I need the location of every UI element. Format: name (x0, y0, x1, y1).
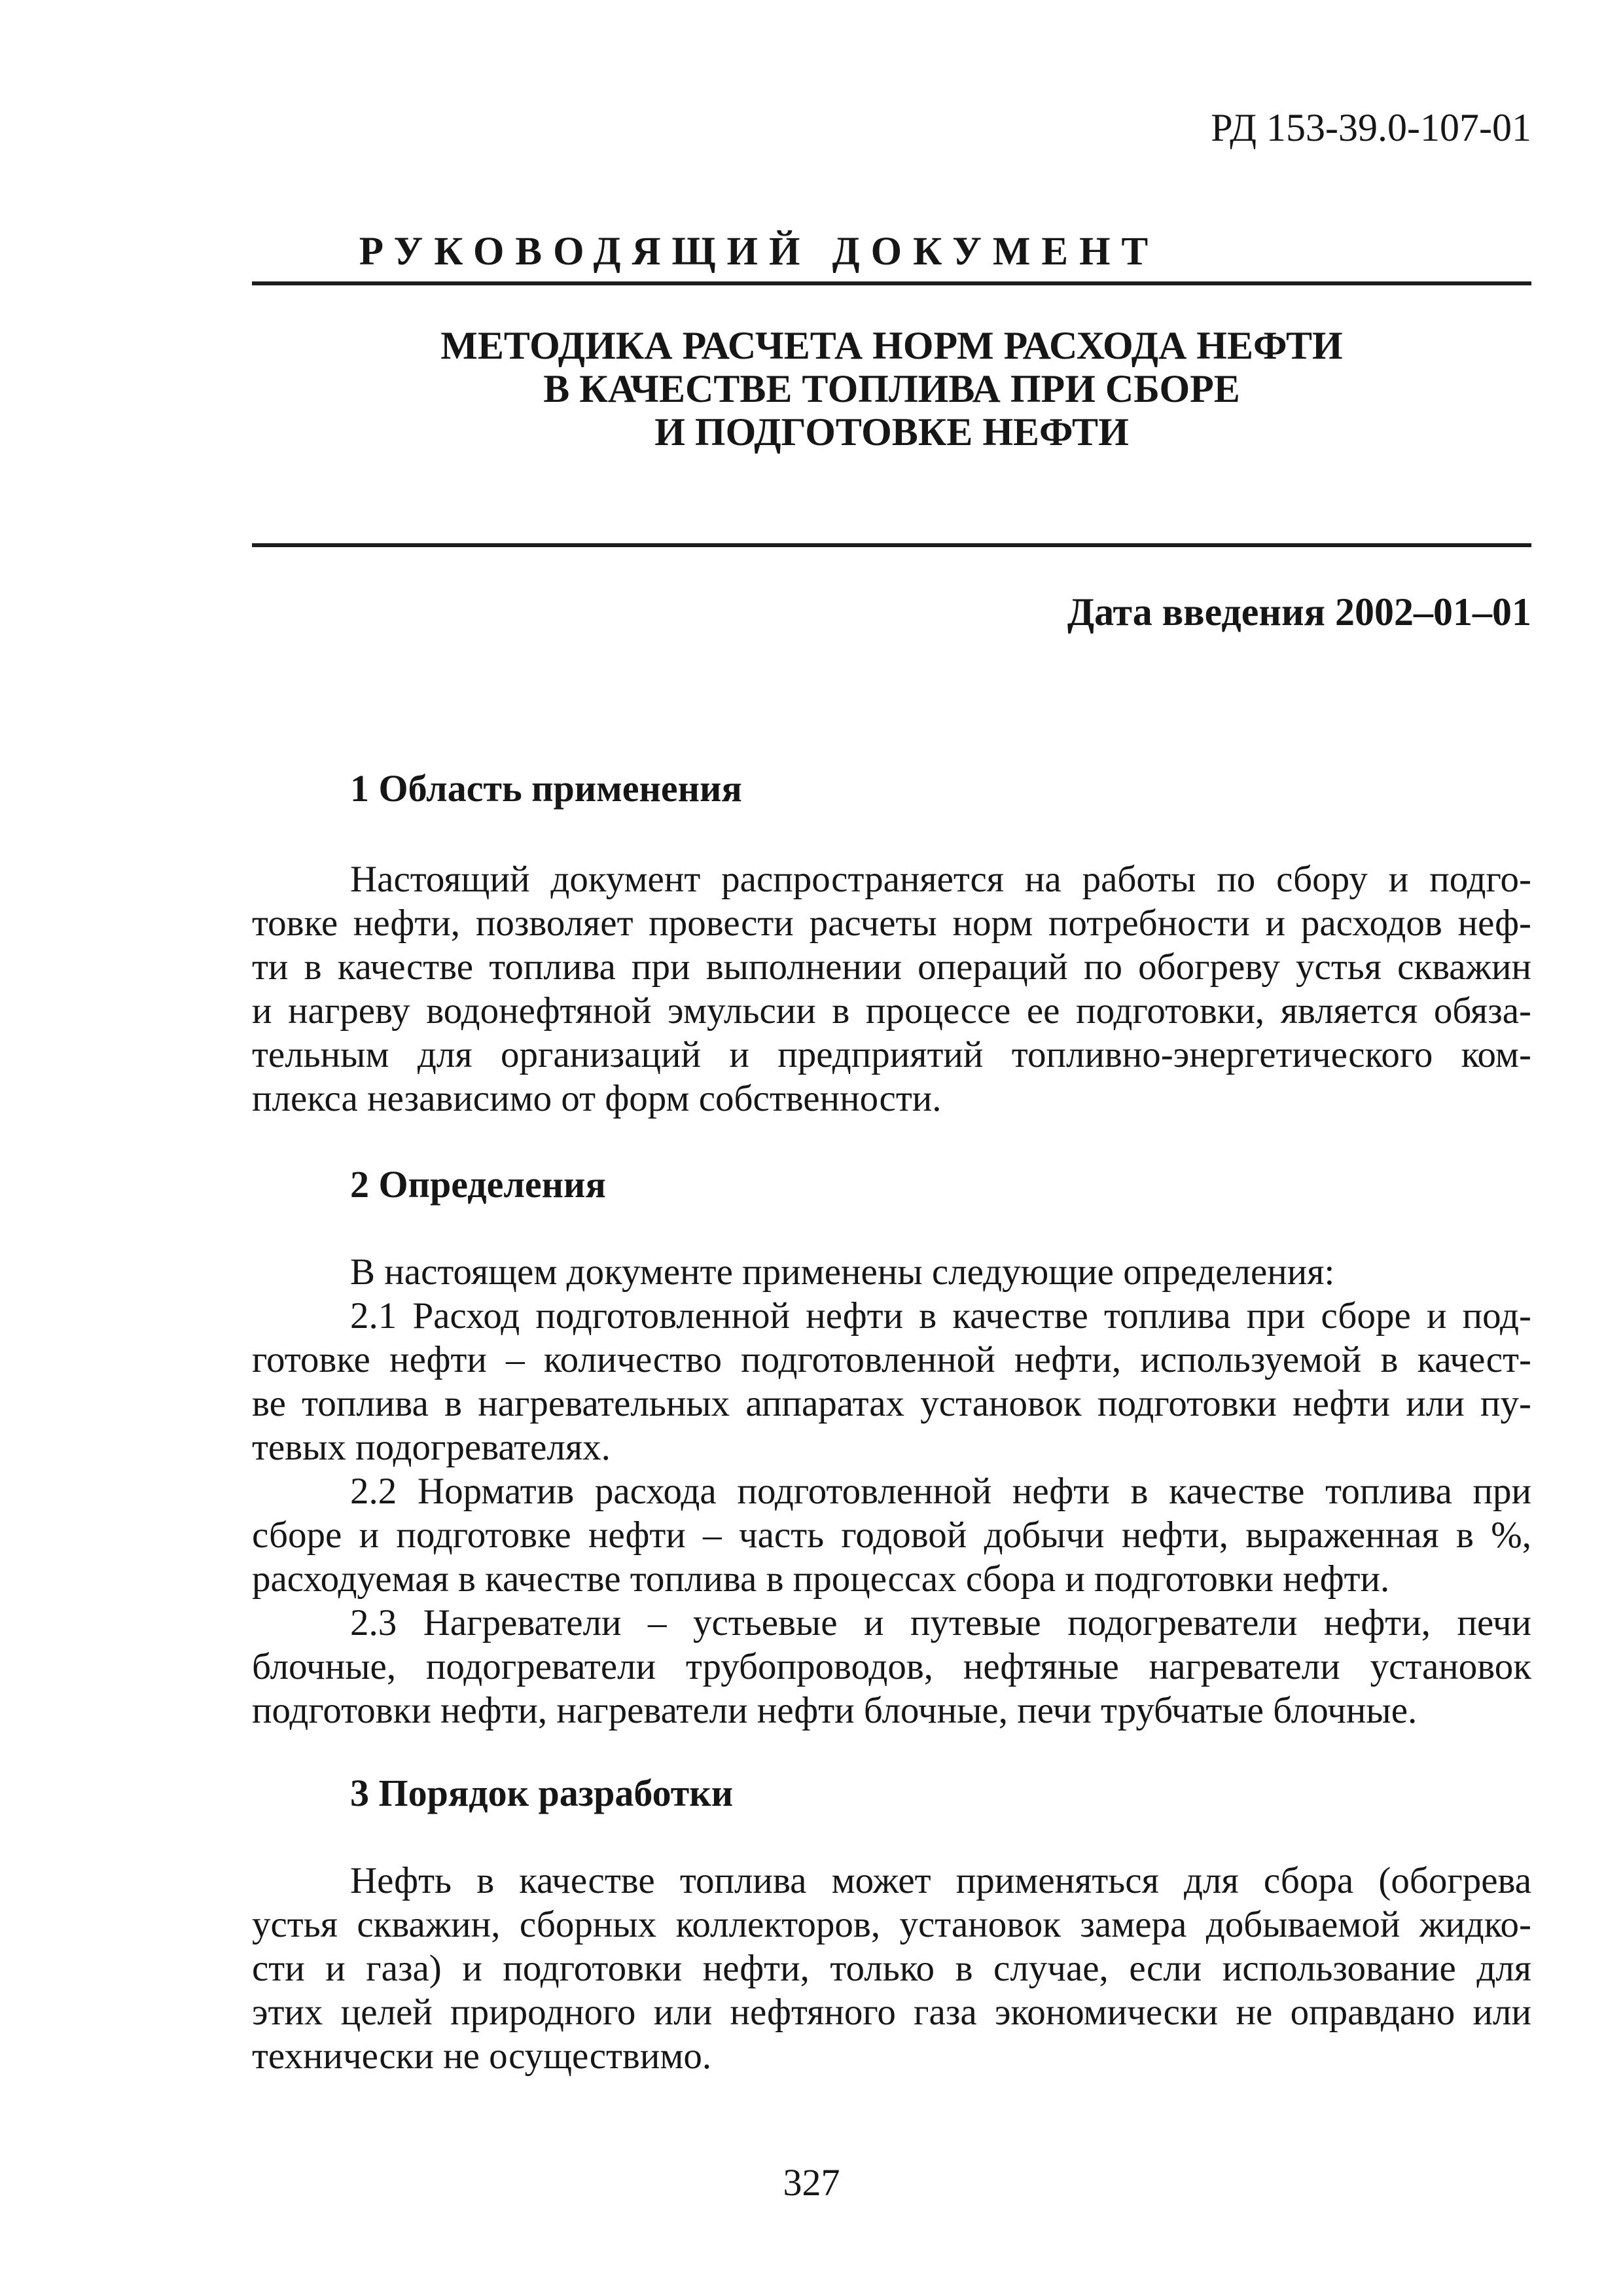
page-number: 327 (783, 2161, 840, 2204)
text-line: товке нефти, позволяет провести расчеты норм потребности и расходов неф- (252, 903, 1531, 944)
section-paragraph (252, 1294, 1531, 1469)
text-line: готовке нефти – количество подготовленной нефти, используемой в качест- (252, 1339, 1531, 1380)
text-line: Настоящий документ распространяется на работы по сбору и подго- (350, 859, 1531, 900)
text-line: тевых подогревателях. (252, 1427, 611, 1468)
text-line: блочные, подогреватели трубопроводов, нефтяные нагреватели установок (252, 1646, 1531, 1687)
document-code: РД 153-39.0-107-01 (1211, 106, 1531, 149)
text-line: подготовки нефти, нагреватели нефти блочные, печи трубчатые блочные. (252, 1690, 1418, 1731)
text-line: и нагреву водонефтяной эмульсии в процессе ее подготовки, является обяза- (252, 990, 1531, 1031)
text-line: сборе и подготовке нефти – часть годовой добычи нефти, выраженная в %, (252, 1515, 1531, 1556)
section-heading: 2 Определения (350, 1163, 606, 1206)
top-rule (252, 281, 1531, 285)
section-heading: 3 Порядок разработки (350, 1772, 734, 1814)
document-type-heading: РУКОВОДЯЩИЙ ДОКУМЕНТ (359, 230, 1160, 274)
text-line: этих целей природного или нефтяного газа экономически не оправдано или (252, 1992, 1531, 2033)
title-line: И ПОДГОТОВКЕ НЕФТИ (654, 410, 1129, 454)
section-paragraph (252, 1859, 1531, 2078)
text-line: В настоящем документе применены следующие определения: (350, 1251, 1335, 1293)
section-heading: 1 Область применения (350, 767, 742, 810)
title-line: МЕТОДИКА РАСЧЕТА НОРМ РАСХОДА НЕФТИ (440, 324, 1343, 367)
section-paragraph (252, 857, 1531, 1121)
text-line: ве топлива в нагревательных аппаратах установок подготовки нефти или пу- (252, 1383, 1531, 1424)
text-line: устья скважин, сборных коллекторов, установок замера добываемой жидко- (252, 1904, 1531, 1945)
section-paragraph (252, 1601, 1531, 1732)
text-line: плекса независимо от форм собственности. (252, 1078, 942, 1119)
text-line: расходуемая в качестве топлива в процессах сбора и подготовки нефти. (252, 1558, 1390, 1600)
document-title (252, 324, 1531, 454)
text-line: технически не осуществимо. (252, 2036, 712, 2077)
title-line: В КАЧЕСТВЕ ТОПЛИВА ПРИ СБОРЕ (543, 367, 1240, 410)
text-line: 2.3 Нагреватели – устьевые и путевые подогреватели нефти, печи (350, 1602, 1531, 1643)
text-line: ти в качестве топлива при выполнении операций по обогреву устья скважин (252, 946, 1531, 988)
text-line: 2.1 Расход подготовленной нефти в качестве топлива при сборе и под- (350, 1295, 1531, 1336)
introduction-date: Дата введения 2002–01–01 (1067, 590, 1531, 634)
section-paragraph (252, 1250, 1531, 1294)
text-line: 2.2 Норматив расхода подготовленной нефти в качестве топлива при (350, 1471, 1531, 1512)
bottom-rule (252, 543, 1531, 547)
text-line: Нефть в качестве топлива может применяться для сбора (обогрева (350, 1860, 1531, 1901)
text-line: тельным для организаций и предприятий топливно-энергетического ком- (252, 1034, 1531, 1075)
section-paragraph (252, 1469, 1531, 1601)
text-line: сти и газа) и подготовки нефти, только в случае, если использование для (252, 1948, 1531, 1989)
